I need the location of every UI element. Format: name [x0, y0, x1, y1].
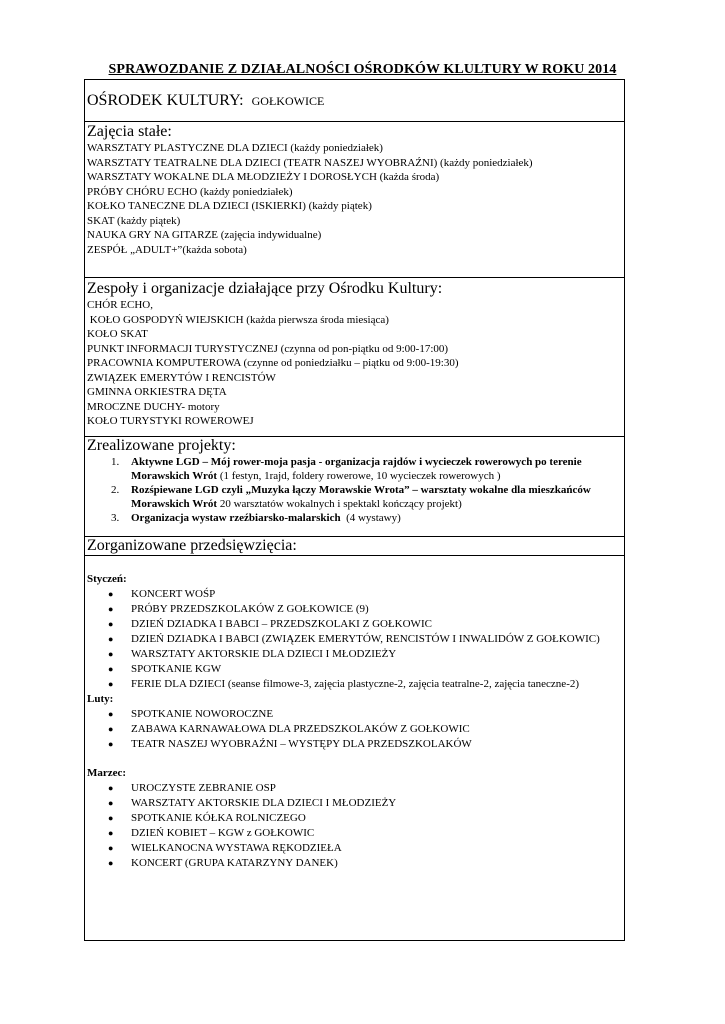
team-item: GMINNA ORKIESTRA DĘTA	[87, 386, 227, 398]
team-item: KOŁO GOSPODYŃ WIEJSKICH (każda pierwsza środa miesiąca)	[87, 313, 389, 326]
projects-heading: Zrealizowane projekty:	[87, 437, 236, 454]
event-text: SPOTKANIE NOWOROCZNE	[131, 708, 274, 720]
event-text: KONCERT (GRUPA KATARZYNY DANEK)	[131, 857, 338, 869]
month-label: Luty:	[87, 693, 114, 705]
class-item: SKAT (każdy piątek)	[87, 214, 181, 227]
bullet-icon: ●	[108, 813, 114, 823]
event-text: DZIEŃ DZIADKA I BABCI – PRZEDSZKOLAKI Z GOŁKOWIC	[131, 618, 432, 630]
bullet-icon: ●	[108, 604, 114, 614]
projects-list	[87, 455, 622, 525]
event-text: DZIEŃ DZIADKA I BABCI (ZWIĄZEK EMERYTÓW, RENCISTÓW I INWALIDÓW Z GOŁKOWIC)	[131, 633, 600, 645]
project-detail: (1 festyn, 1rajd, foldery rowerowe, 10 wycieczek rowerowych )	[217, 470, 501, 482]
teams-list	[87, 298, 622, 429]
event-text: ZABAWA KARNAWAŁOWA DLA PRZEDSZKOLAKÓW Z GOŁKOWIC	[131, 723, 470, 735]
project-detail: 20 warsztatów wokalnych i spektakl kończący projekt)	[217, 498, 462, 510]
team-item: CHÓR ECHO,	[87, 299, 154, 311]
event-text: SPOTKANIE KÓŁKA ROLNICZEGO	[131, 812, 306, 824]
bullet-icon: ●	[108, 798, 114, 808]
event-item	[87, 781, 622, 796]
project-title: Organizacja wystaw rzeźbiarsko-malarskich	[131, 512, 341, 524]
event-text: TEATR NASZEJ WYOBRAŹNI – WYSTĘPY DLA PRZEDSZKOLAKÓW	[131, 738, 472, 750]
month-label: Marzec:	[87, 767, 127, 779]
classes-heading: Zajęcia stałe:	[87, 123, 172, 140]
event-item	[87, 662, 622, 677]
class-item: KOŁKO TANECZNE DLA DZIECI (ISKIERKI) (każdy piątek)	[87, 200, 372, 212]
class-item: PRÓBY CHÓRU ECHO (każdy poniedziałek)	[87, 185, 293, 198]
teams-heading: Zespoły i organizacje działające przy Ośrodku Kultury:	[87, 280, 443, 297]
bullet-icon: ●	[108, 664, 114, 674]
event-item	[87, 647, 622, 662]
classes-section	[85, 122, 624, 278]
projects-section	[85, 437, 624, 537]
project-item	[87, 455, 622, 483]
bullet-icon: ●	[108, 843, 114, 853]
event-text: SPOTKANIE KGW	[131, 663, 222, 675]
bullet-icon: ●	[108, 589, 114, 599]
event-text: FERIE DLA DZIECI (seanse filmowe-3, zajęcia plastyczne-2, zajęcia teatralne-2, zajęcia taneczne-2)	[131, 678, 580, 690]
bullet-icon: ●	[108, 679, 114, 689]
event-item	[87, 617, 622, 632]
document-title: SPRAWOZDANIE Z DZIAŁALNOŚCI OŚRODKÓW KLULTURY W ROKU 2014	[108, 62, 617, 77]
centre-section	[85, 80, 624, 122]
event-text: WIELKANOCNA WYSTAWA RĘKODZIEŁA	[131, 842, 342, 854]
event-item	[87, 826, 622, 841]
event-item	[87, 722, 622, 737]
centre-value: GOŁKOWICE	[251, 94, 325, 108]
event-text: PRÓBY PRZEDSZKOLAKÓW Z GOŁKOWICE (9)	[131, 603, 369, 615]
event-item	[87, 602, 622, 617]
project-title: Aktywne LGD – Mój rower-moja pasja - organizacja rajdów i wycieczek rowerowych po terenie Morawskich Wrót	[131, 456, 582, 482]
event-item	[87, 677, 622, 692]
event-item	[87, 632, 622, 647]
class-item: WARSZTATY PLASTYCZNE DLA DZIECI (każdy poniedziałek)	[87, 142, 383, 154]
class-item: NAUKA GRY NA GITARZE (zajęcia indywidualne)	[87, 229, 322, 241]
event-text: UROCZYSTE ZEBRANIE OSP	[131, 782, 276, 794]
events-list	[85, 556, 624, 871]
team-item: PUNKT INFORMACJI TURYSTYCZNEJ (czynna od pon-piątku od 9:00-17:00)	[87, 342, 449, 355]
classes-list	[87, 141, 622, 257]
event-list	[87, 587, 622, 692]
event-text: DZIEŃ KOBIET – KGW z GOŁKOWIC	[131, 827, 315, 839]
bullet-icon: ●	[108, 739, 114, 749]
event-item	[87, 856, 622, 871]
event-text: KONCERT WOŚP	[131, 588, 216, 600]
bullet-icon: ●	[108, 724, 114, 734]
event-list	[87, 781, 622, 871]
report-table	[84, 79, 625, 941]
team-item: ZWIĄZEK EMERYTÓW I RENCISTÓW	[87, 371, 276, 384]
teams-section	[85, 278, 624, 437]
bullet-icon: ●	[108, 709, 114, 719]
event-item	[87, 841, 622, 856]
events-section	[85, 556, 624, 940]
event-text: WARSZTATY AKTORSKIE DLA DZIECI I MŁODZIEŻY	[131, 797, 397, 809]
project-number: 2.	[111, 484, 120, 496]
class-item: ZESPÓŁ „ADULT+”(każda sobota)	[87, 243, 247, 256]
event-item	[87, 707, 622, 722]
events-heading-section	[85, 537, 624, 556]
project-detail: (4 wystawy)	[340, 512, 401, 524]
bullet-icon: ●	[108, 858, 114, 868]
team-item: PRACOWNIA KOMPUTEROWA (czynne od poniedziałku – piątku od 9:00-19:30)	[87, 357, 459, 369]
team-item: KOŁO SKAT	[87, 328, 148, 340]
event-item	[87, 811, 622, 826]
spacer	[87, 752, 622, 766]
bullet-icon: ●	[108, 634, 114, 644]
class-item: WARSZTATY WOKALNE DLA MŁODZIEŻY I DOROSŁYCH (każda środa)	[87, 171, 440, 183]
bullet-icon: ●	[108, 619, 114, 629]
event-item	[87, 796, 622, 811]
project-number: 1.	[111, 456, 120, 468]
team-item: KOŁO TURYSTYKI ROWEROWEJ	[87, 415, 254, 427]
project-item	[87, 511, 622, 525]
project-item	[87, 483, 622, 511]
events-heading: Zorganizowane przedsięwzięcia:	[87, 537, 297, 554]
project-number: 3.	[111, 512, 120, 524]
project-title: Rozśpiewane LGD czyli „Muzyka łączy Morawskie Wrota” – warsztaty wokalne dla mieszkańców Morawskich Wrót	[131, 484, 591, 510]
bullet-icon: ●	[108, 828, 114, 838]
centre-label: OŚRODEK KULTURY:	[87, 92, 244, 109]
team-item: MROCZNE DUCHY- motory	[87, 400, 220, 413]
event-text: WARSZTATY AKTORSKIE DLA DZIECI I MŁODZIEŻY	[131, 648, 397, 660]
event-list	[87, 707, 622, 752]
event-item	[87, 737, 622, 752]
class-item: WARSZTATY TEATRALNE DLA DZIECI (TEATR NASZEJ WYOBRAŹNI) (każdy poniedziałek)	[87, 156, 533, 169]
event-item	[87, 587, 622, 602]
bullet-icon: ●	[108, 649, 114, 659]
month-label: Styczeń:	[87, 573, 127, 585]
bullet-icon: ●	[108, 783, 114, 793]
